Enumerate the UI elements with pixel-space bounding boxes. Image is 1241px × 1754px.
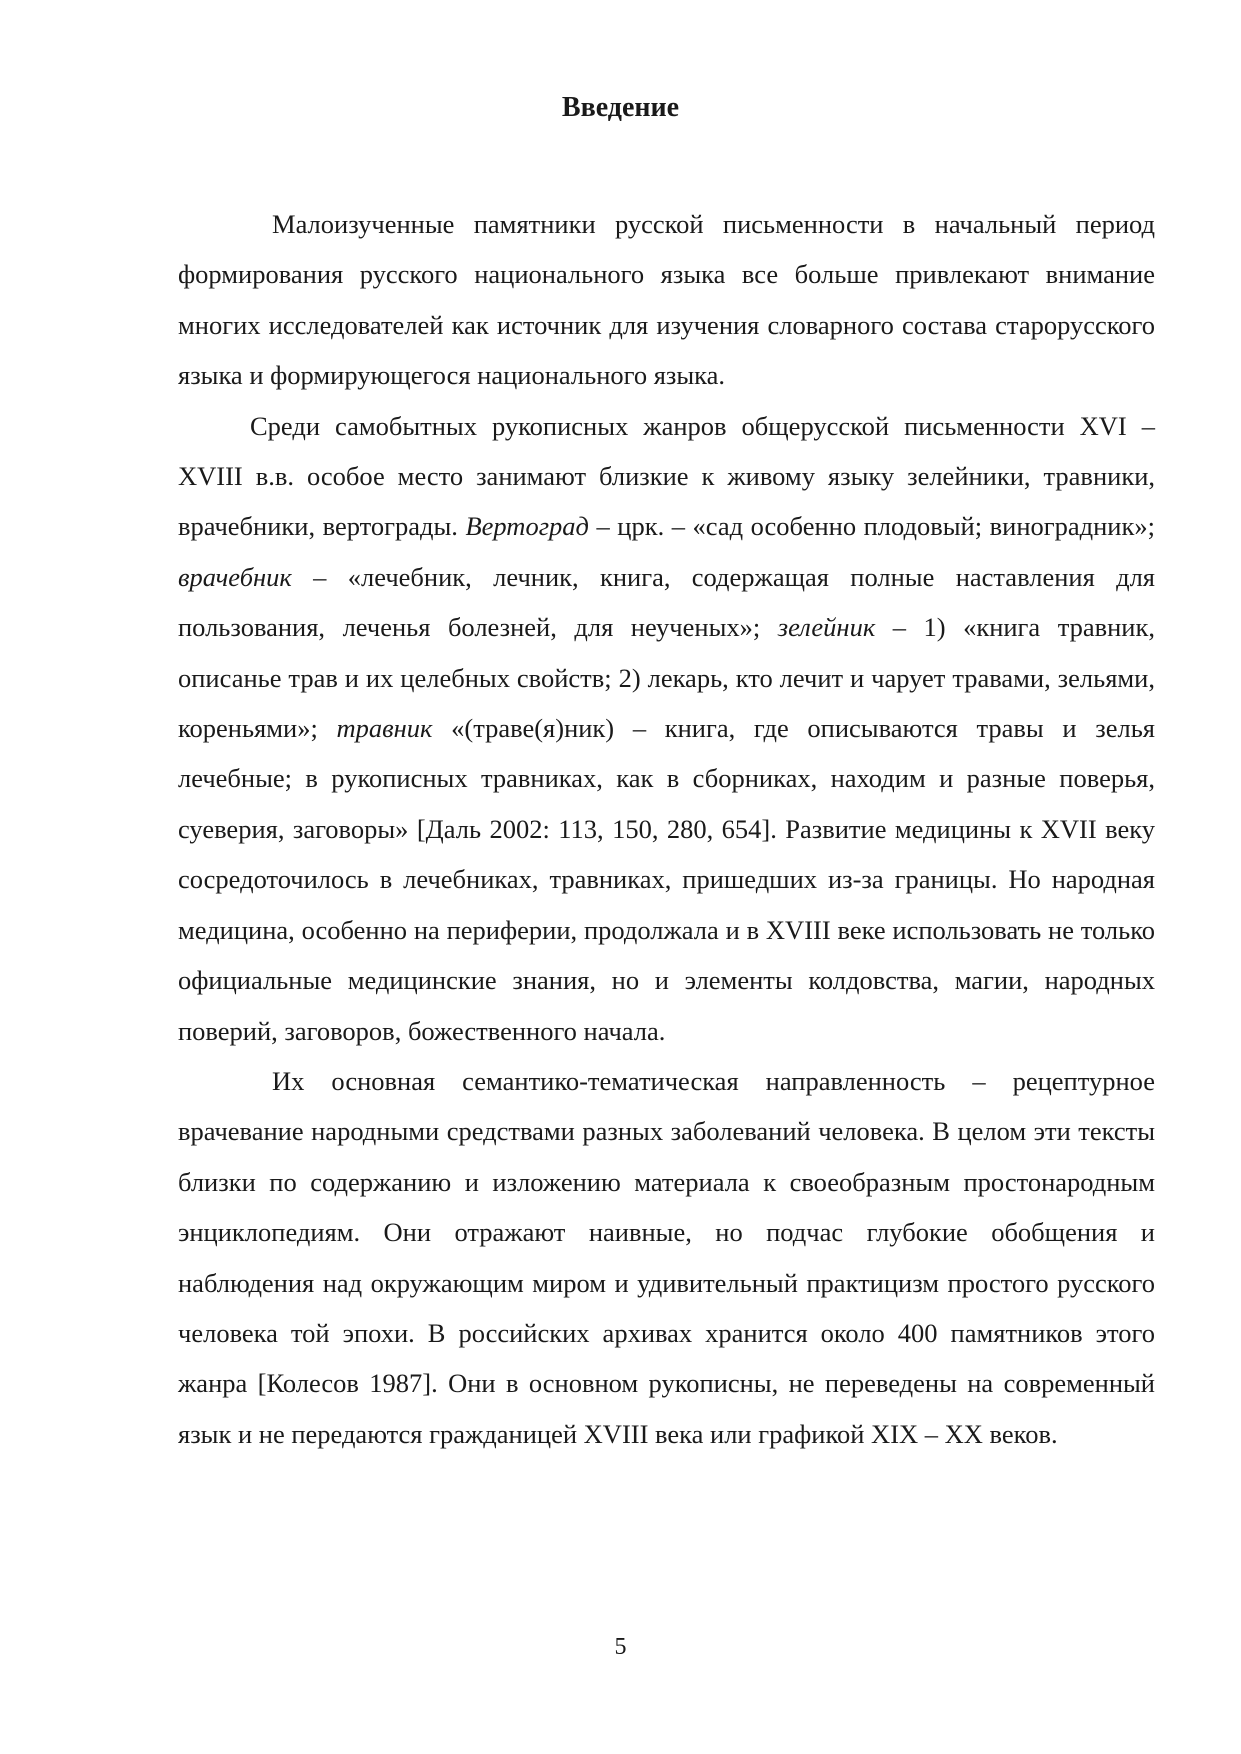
paragraph-3-text: Их основная семантико-тематическая направленность – рецептурное врачевание народными средствами разных заболеваний человека. В целом эти тексты близки по содержанию и изложению материала к своеобразным простонародным энциклопедиям. Они отражают наивные, но подчас глубокие обобщения и наблюдения над окружающим миром и удивительный практицизм простого русского человека той эпохи. В российских архивах хранится около 400 памятников этого жанра [Колесов 1987]. Они в основном рукописны, не переведены на современный язык и не передаются гражданицей XVIII века или графикой XIX – XX веков. (178, 1065, 1155, 1449)
term-travnik: травник (336, 713, 433, 744)
paragraph-2 (178, 401, 1155, 1056)
paragraph-1 (178, 199, 1155, 401)
page-number: 5 (614, 1634, 627, 1660)
term-vrachebnik: врачебник (178, 561, 292, 592)
paragraph-2-text: Среди самобытных рукописных жанров общерусской письменности XVI – XVIII в.в. особое место занимают близкие к живому языку зелейники, травники, врачебники, вертограды. (178, 410, 1155, 542)
paragraph-3 (178, 1056, 1155, 1459)
definition-vrachebnik: – «лечебник, лечник, книга, содержащая полные наставления для пользования, леченья болезней, для неученых»; (178, 561, 1155, 643)
definition-zeleynik: – 1) «книга травник, описанье трав и их целебных свойств; 2) лекарь, кто лечит и чарует травами, зельями, кореньями»; (178, 612, 1155, 744)
page-title: Введение (561, 92, 680, 123)
paragraph-1-text: Малоизученные памятники русской письменности в начальный период формирования русского национального языка все больше привлекают внимание многих исследователей как источник для изучения словарного состава старорусского языка и формирующегося национального языка. (178, 209, 1155, 391)
definition-travnik: «(траве(я)ник) – книга, где описываются травы и зелья лечебные; в рукописных травниках, как в сборниках, находим и разные поверья, суеверия, заговоры» [Даль 2002: 113, 150, 280, 654]. Развитие медицины к XVII веку сосредоточилось в лечебниках, травниках, пришедших из-за границы. Но народная медицина, особенно на периферии, продолжала и в XVIII веке использовать не только официальные медицинские знания, но и элементы колдовства, магии, народных поверий, заговоров, божественного начала. (178, 713, 1155, 1046)
body-text (178, 199, 1155, 1459)
term-vertograd: Вертоград (465, 511, 589, 542)
definition-vertograd: – црк. – «сад особенно плодовый; виноградник»; (588, 511, 1155, 542)
term-zeleynik: зелейник (777, 612, 876, 643)
